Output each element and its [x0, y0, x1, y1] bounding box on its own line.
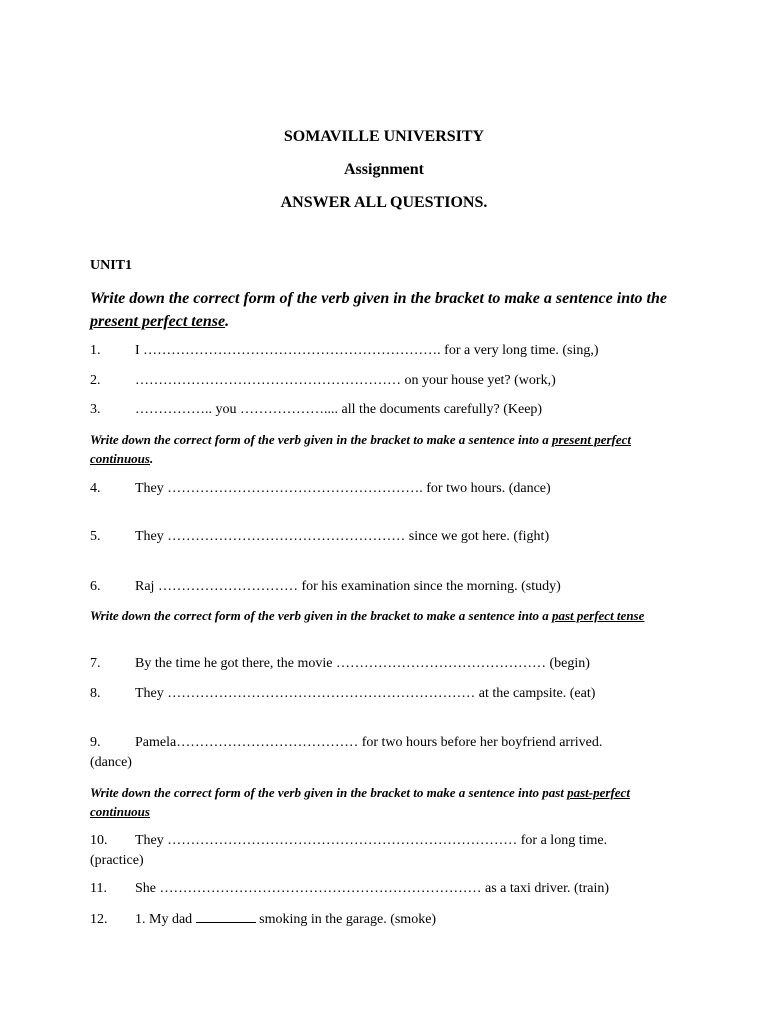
question-2: 2. ………………………………………………… on your house yet? (work,): [90, 373, 556, 388]
question-4: 4. They ………………………………………………. for two hours. (dance): [90, 481, 551, 496]
section-instruction-past-perfect: Write down the correct form of the verb given in the bracket to make a sentence into a past perfect tense: [90, 608, 645, 623]
question-6: 6. Raj ………………………… for his examination since the morning. (study): [90, 579, 561, 594]
question-9: 9. Pamela………………………………… for two hours before her boyfriend arrived. (dance): [90, 735, 603, 770]
question-7: 7. By the time he got there, the movie ……………………………………… (begin): [90, 656, 590, 671]
tense-name: present perfect tense: [90, 313, 226, 330]
answer-blank: [196, 910, 256, 923]
section-instruction-past-perfect-continuous: Write down the correct form of the verb given in the bracket to make a sentence into past past-perfect continuous: [90, 785, 630, 819]
question-12: 12. 1. My dad smoking in the garage. (smoke): [90, 912, 437, 927]
tense-name: past perfect tense: [551, 608, 645, 623]
tense-name: present perfect continuous: [90, 432, 632, 466]
question-5: 5. They …………………………………………… since we got here. (fight): [90, 529, 550, 544]
tense-name: past-perfect continuous: [90, 785, 630, 819]
question-11: 11. She …………………………………………………………… as a taxi driver. (train): [90, 881, 610, 896]
university-title: SOMAVILLE UNIVERSITY: [283, 128, 485, 145]
section-instruction-present-perfect-continuous: Write down the correct form of the verb given in the bracket to make a sentence into a present perfect continuous.: [90, 432, 632, 466]
answer-all-instruction: ANSWER ALL QUESTIONS.: [280, 194, 488, 211]
question-1: 1. I ………………………………………………………. for a very long time. (sing,): [90, 343, 599, 358]
assignment-subtitle: Assignment: [343, 161, 424, 178]
unit-heading: UNIT1: [90, 258, 133, 273]
section-instruction-present-perfect: Write down the correct form of the verb given in the bracket to make a sentence into the present perfect tense.: [90, 290, 667, 330]
question-10: 10. They ………………………………………………………………… for a long time. (practice): [90, 833, 608, 868]
question-8: 8. They ………………………………………………………… at the campsite. (eat): [90, 686, 596, 701]
question-3: 3. …………….. you ……………….... all the documents carefully? (Keep): [90, 402, 543, 417]
